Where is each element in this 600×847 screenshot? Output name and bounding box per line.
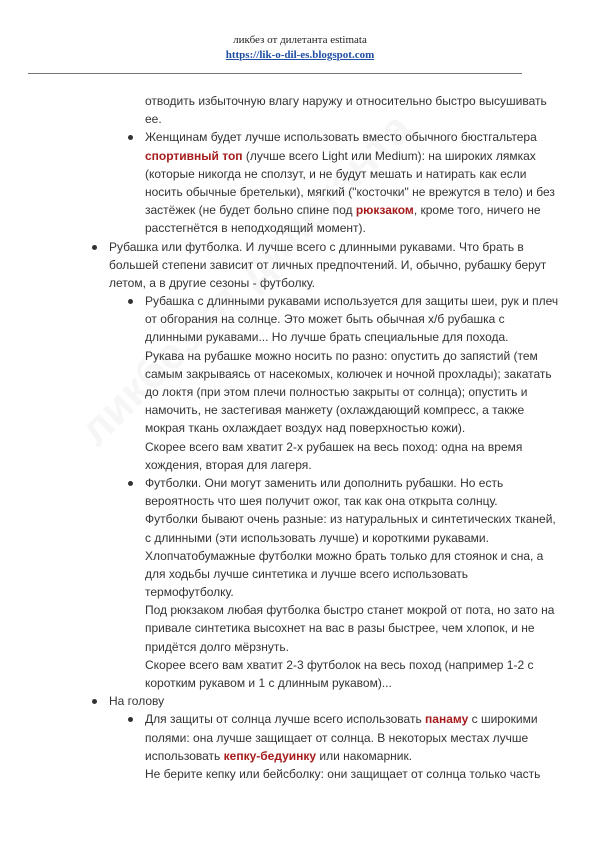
text-line [0,110,600,128]
text-line [0,165,600,183]
text-line [0,747,600,765]
text-line [0,438,600,456]
text-line [0,365,600,383]
text-line [0,656,600,674]
text-line [0,601,600,619]
text-segment: полями: она лучше защищает от солнца. В некоторых местах лучше [145,730,529,745]
text-line [0,474,600,492]
bullet-icon [92,245,97,250]
text-segment: Женщинам будет лучше использовать вместо обычного бюстгальтера [145,130,537,145]
text-segment: Хлопчатобумажные футболки можно брать только для стоянок и сна, а [145,548,544,563]
text-segment: привале синтетика высохнет на вас в разы быстрее, чем хлопок, и не [145,621,535,636]
text-line [0,492,600,510]
list-item [0,238,600,293]
text-line [0,638,600,656]
text-segment: носить обычные бретельки), мягкий ("косточки" не врежутся в тело) и без [145,184,555,199]
text-segment: расстегнётся в неподходящий момент). [145,221,366,236]
text-line [0,674,600,692]
document-body [0,92,600,783]
text-segment: Под рюкзаком любая футболка быстро станет мокрой от пота, но зато на [145,603,555,618]
text-line [0,565,600,583]
text-segment: большей степени зависит от личных предпочтений. И, обычно, рубашку берут [109,257,547,272]
text-line [0,274,600,292]
text-segment: длинными рукавами... Но лучше брать специальные для похода. [145,330,509,345]
text-segment: Футболки. Они могут заменить или дополнить рубашки. Но есть [145,475,504,490]
text-segment: , кроме того, ничего не [413,203,541,218]
list-item [0,474,600,692]
text-line [0,238,600,256]
highlighted-link[interactable]: спортивный топ [145,148,243,163]
text-segment: самым закрываясь от насекомых, колючек и ночной прохлады); закатать [145,366,552,381]
text-segment: (лучше всего Light или Medium): на широких лямках [242,148,536,163]
text-segment: использовать [145,748,224,763]
text-segment: для ходьбы лучше синтетика и лучше всего использовать [145,566,469,581]
highlighted-link[interactable]: рюкзаком [355,203,414,218]
text-line [0,183,600,201]
text-segment: мокрая ткань охлаждает воздух над поверхностью кожи). [145,421,466,436]
text-segment: термофутболку. [145,585,234,600]
text-segment: застёжек (не будет больно спине под [145,203,356,218]
list-item [0,692,600,710]
text-line [0,347,600,365]
text-line [0,219,600,237]
text-segment: коротким рукавом и 1 с длинным рукавом)... [145,676,392,690]
text-line [0,529,600,547]
text-segment: Рубашка с длинными рукавами используется для защиты шеи, рук и плеч [145,294,559,309]
text-line [0,328,600,346]
text-line [0,710,600,728]
text-line [0,547,600,565]
text-segment: Рубашка или футболка. И лучше всего с длинными рукавами. Что брать в [109,239,524,254]
text-line [0,456,600,474]
text-segment: с длинными (эти использовать лучше) и короткими рукавами. [145,530,489,545]
text-line [0,383,600,401]
text-segment: вероятность что шея получит ожог, так как она открыта солнцу. [145,494,498,509]
text-line [0,583,600,601]
text-line [0,92,600,110]
text-line [0,201,600,219]
text-segment: летом, а в другие сезоны - футболку. [109,275,315,290]
text-line [0,765,600,783]
text-line [0,256,600,274]
text-segment: или накомарник. [316,748,413,763]
text-line [0,310,600,328]
text-segment: хождения, вторая для лагеря. [145,457,312,472]
list-item [0,92,600,128]
text-line [0,401,600,419]
header-title: ликбез от дилетанта estimata [233,34,367,46]
text-line [0,292,600,310]
bullet-icon [128,481,133,486]
text-line [0,729,600,747]
text-segment: отводить избыточную влагу наружу и относительно быстро высушивать [145,94,547,108]
text-segment: Скорее всего вам хватит 2-3 футболок на весь поход (например 1-2 с [145,657,534,672]
header-divider [28,73,522,74]
text-segment: с широкими [468,712,538,727]
text-segment: Для защиты от солнца лучше всего использовать [145,712,426,727]
text-segment: Рукава на рубашке можно носить по разно: опустить до запястий (тем [145,348,538,363]
text-segment: придётся долго мёрзнуть. [145,639,289,654]
text-line [0,147,600,165]
text-segment: намочить, не застегивая манжету (охлаждающий компресс, а также [145,403,525,418]
text-line [0,692,600,710]
text-segment: Не берите кепку или бейсболку: они защищает от солнца только часть [145,766,541,781]
highlighted-link[interactable]: панаму [425,712,469,727]
text-segment: от обгорания на солнце. Это может быть обычная х/б рубашка с [145,312,505,327]
text-segment: (которые никогда не сползут, и не будут мешать и натирать как если [145,166,527,181]
text-segment: Скорее всего вам хватит 2-х рубашек на весь поход: одна на время [145,439,523,454]
text-segment: ее. [145,112,162,127]
text-line [0,128,600,146]
text-line [0,619,600,637]
list-item [0,710,600,783]
text-segment: Футболки бывают очень разные: из натуральных и синтетических тканей, [145,512,556,527]
header-link[interactable]: https://lik-o-dil-es.blogspot.com [225,49,375,61]
page-header [0,33,600,63]
text-line [0,419,600,437]
list-item [0,128,600,237]
text-line [0,510,600,528]
list-item [0,292,600,474]
highlighted-link[interactable]: кепку-бедуинку [223,748,317,763]
text-segment: На голову [109,694,165,709]
text-segment: до локтя (при этом плечи полностью закрыты от солнца); опустить и [145,385,528,399]
